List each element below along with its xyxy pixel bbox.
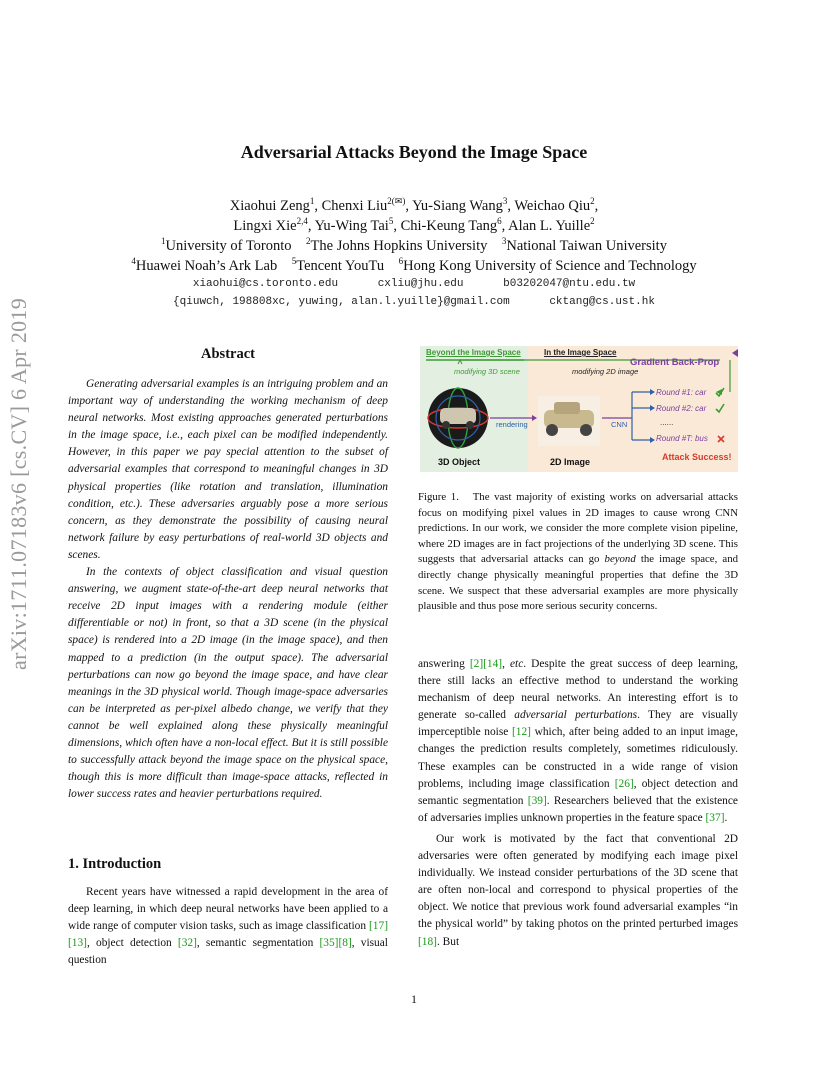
caption-label: Figure 1. (418, 491, 459, 503)
label-attack-success: Attack Success! (662, 452, 732, 462)
email: b03202047@ntu.edu.tw (503, 278, 636, 290)
author: Chenxi Liu (321, 198, 388, 214)
citation-link[interactable]: [39] (527, 794, 547, 807)
email: cxliu@jhu.edu (377, 278, 464, 290)
label-round-t: Round #T: bus (656, 434, 708, 443)
label-2d-image: 2D Image (550, 457, 591, 467)
email-line-1 (0, 275, 828, 295)
label-3d-object: 3D Object (438, 457, 481, 467)
affiliation: The Johns Hopkins University (310, 238, 488, 254)
abstract-paragraph: In the contexts of object classification and visual question answering, we augment state-of-the-art deep neural networks that receive 2D input images with a rendering module (either differentiable or not) in front, so that a 3D scene (in the physical space) is rendered into a 2D image (in the image space), and then mapped to a prediction (in the output space). The adversarial perturbations can now go beyond the image space, and have clear meanings in the 3D physical world. Though image-space adversaries can be interpreted as per-pixel albedo change, we verify that they cannot be well explained along these physically meaningful dimensions, which often have a non-local effect. But it is still possible to successfully attack beyond the image space on the physical space, though this is more difficult than image-space attacks, reflected in lower success rates and heavier perturbations required. (68, 566, 388, 801)
intro-paragraph: Recent years have witnessed a rapid development in the area of deep learning, in which deep neural networks have been applied to a wide range of computer vision tasks, such as image classification [17][13], object detection [32], semantic segmentation [35][8], visual question (68, 886, 388, 967)
citation-link[interactable]: [32] (177, 937, 197, 950)
affiliation-line-1: $^1$University of Toronto $^2$The Johns Hopkins University $^3$National Taiwan University (161, 236, 667, 254)
author-line-1: Xiaohui Zeng$^1$, Chenxi Liu$^{2(✉)}$, Yu-Siang Wang$^3$, Weichao Qiu$^2$, (229, 196, 599, 214)
email: {qiuwch, 198808xc, yuwing, alan.l.yuille}@gmail.com (173, 296, 510, 308)
author: Chi-Keung Tang (400, 218, 498, 234)
citation-link[interactable]: [35][8] (319, 937, 352, 950)
label-beyond: Beyond the Image Space (426, 348, 521, 357)
arxiv-stamp: arXiv:1711.07183v6 [cs.CV] 6 Apr 2019 (6, 297, 31, 670)
figure-1-caption: Figure 1. The vast majority of existing works on adversarial attacks focus on modifying pixel values in 2D images to cause wrong CNN predictions. In our work, we consider the more complete vision pipeline, where 2D images are in fact projections of the underlying 3D scene. This suggests that adversarial attacks can go beyond the image space, and directly change physically meaningful properties that define the 3D scene. We suspect that these adversarial examples are more physically plausible and thus pose more serious security concerns. (418, 491, 738, 613)
citation-link[interactable]: [12] (511, 726, 531, 739)
author: Lingxi Xie (233, 218, 297, 234)
affiliation: Huawei Noah’s Ark Lab (135, 258, 278, 274)
label-rendering: rendering (496, 420, 528, 429)
email: xiaohui@cs.toronto.edu (192, 278, 339, 290)
abstract-body (68, 376, 388, 803)
abstract-heading: Abstract (201, 346, 255, 362)
body-paragraph: Our work is motivated by the fact that conventional 2D adversaries were often generated by modifying each image pixel individually. We instead consider perturbations of the 3D scene that are often non-local and correspond to physical properties of the object. We notice that previous work found adversarial examples “in the physical world” by taking photos on the printed perturbed images [18]. But (418, 832, 738, 948)
email-line-2 (0, 293, 828, 313)
author: Xiaohui Zeng (229, 198, 310, 214)
label-modifying-3d: modifying 3D scene (454, 367, 520, 376)
author: Yu-Wing Tai (314, 218, 389, 234)
label-round-1: Round #1: car (656, 388, 707, 397)
affiliation: Tencent YouTu (296, 258, 385, 274)
label-round-2: Round #2: car (656, 404, 707, 413)
citation-link[interactable]: [37] (705, 811, 725, 824)
email: cktang@cs.ust.hk (549, 296, 655, 308)
paper-title: Adversarial Attacks Beyond the Image Space (240, 142, 588, 162)
figure-1 (420, 346, 738, 472)
affiliation: University of Toronto (165, 238, 292, 254)
citation-link[interactable]: [2][14] (469, 658, 503, 670)
body-paragraph: answering [2][14], etc. Despite the great success of deep learning, there still lacks an effective method to understand the working mechanism of deep neural networks. An interesting effort is to generate so-called adversarial perturbations. They are visually imperceptible noise [12] which, after being added to an input image, changes the prediction results completely, sometimes ridiculously. These examples can be constructed in a wide range of vision problems, including image classification [26], object detection and semantic segmentation [39]. Researchers believed that the existence of adversaries implies unknown properties in the feature space [37]. (418, 658, 739, 824)
label-dots: ...... (660, 418, 674, 427)
affiliation-line-2: $^4$Huawei Noah’s Ark Lab $^5$Tencent YouTu $^6$Hong Kong University of Science and Technology (131, 256, 697, 274)
author: Yu-Siang Wang (412, 198, 503, 214)
author-line-2: Lingxi Xie$^{2,4}$, Yu-Wing Tai$^5$, Chi-Keung Tang$^6$, Alan L. Yuille$^2$ (233, 216, 595, 234)
affiliation: National Taiwan University (506, 238, 667, 254)
page-number: 1 (411, 992, 417, 1006)
citation-link[interactable]: [18] (418, 935, 437, 948)
label-in-image: In the Image Space (544, 348, 617, 357)
affiliation: Hong Kong University of Science and Technology (403, 258, 697, 274)
citation-link[interactable]: [17][13] (68, 920, 388, 950)
section-heading-introduction: 1. Introduction (68, 856, 162, 872)
label-gradient: Gradient Back-Prop (630, 357, 720, 368)
abstract-paragraph: Generating adversarial examples is an intriguing problem and an important way of understanding the working mechanism of deep neural networks. Most existing approaches generated perturbations in the image space, i.e., each pixel can be modified independently. However, in this paper we pay special attention to the subset of adversarial examples that correspond to meaningful changes in 3D physical properties (like rotation and translation, illumination condition, etc.). These adversaries arguably pose a more serious concern, as they demonstrate the possibility of causing neural network failure by easy perturbations of real-world 3D objects and scenes. (68, 378, 388, 561)
label-cnn: CNN (611, 420, 628, 429)
author: Alan L. Yuille (508, 218, 591, 234)
author: Weichao Qiu (514, 198, 591, 214)
label-modifying-2d: modifying 2D image (572, 367, 639, 376)
intro-left-column (68, 884, 388, 969)
intro-right-column (418, 656, 738, 951)
citation-link[interactable]: [26] (614, 777, 634, 790)
